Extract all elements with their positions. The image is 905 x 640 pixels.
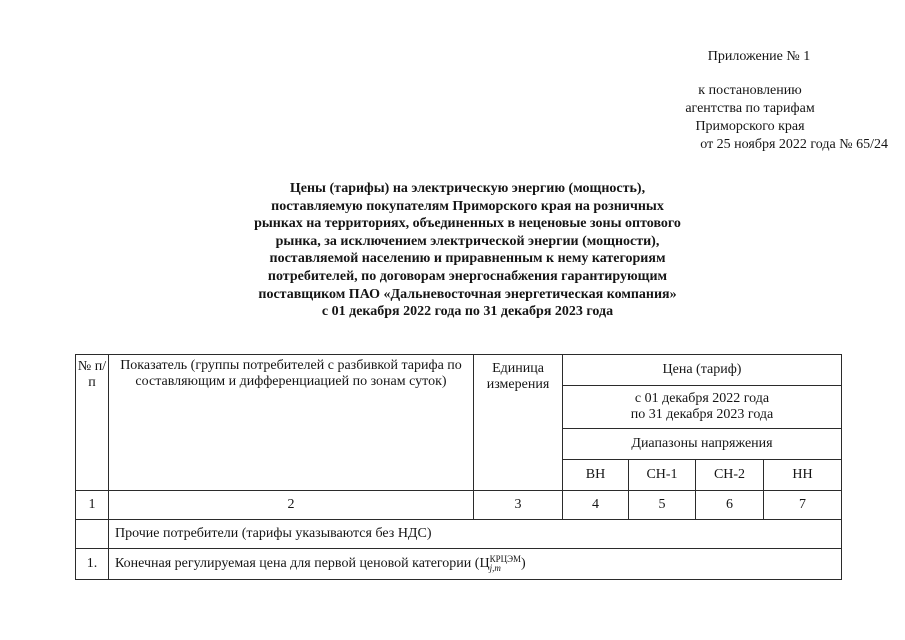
column-numbers-row [76, 491, 842, 520]
price-subscript: j,m [489, 563, 501, 573]
column-number: 4 [563, 491, 629, 520]
header-price: Цена (тариф) [563, 355, 842, 386]
column-number: 2 [109, 491, 474, 520]
appendix-line: к постановлению [698, 83, 802, 98]
appendix-block [620, 48, 888, 154]
tariff-table [75, 354, 842, 580]
header-num: № п/п [76, 355, 109, 491]
header-indicator: Показатель (группы потребителей с разбивкой тарифа по составляющим и дифференциацией по зонам суток) [109, 355, 474, 491]
period-line: по 31 декабря 2023 года [630, 407, 774, 422]
appendix-number: Приложение № 1 [707, 49, 811, 64]
column-number: 1 [76, 491, 109, 520]
column-number: 7 [764, 491, 842, 520]
header-unit: Единица измерения [474, 355, 563, 491]
voltage-level-nn: НН [764, 460, 842, 491]
period-line: с 01 декабря 2022 года [634, 391, 770, 406]
title-line: потребителей, по договорам энергоснабжения гарантирующим [267, 268, 668, 284]
title-line: рынка, за исключением электрической энергии (мощности), [275, 233, 660, 249]
voltage-level-sn2: СН-2 [696, 460, 764, 491]
column-number: 5 [629, 491, 696, 520]
price-superscript: КРЦЭМ [489, 554, 522, 564]
row-label: Конечная регулируемая цена для первой ценовой категории ( [115, 556, 480, 572]
voltage-level-vn: ВН [563, 460, 629, 491]
column-number: 3 [474, 491, 563, 520]
table-row [76, 549, 842, 580]
document-title [215, 180, 720, 321]
title-line: с 01 декабря 2022 года по 31 декабря 2023 года [321, 304, 614, 320]
row-number: 1. [76, 549, 109, 580]
title-line: поставляемой населению и приравненным к нему категориям [269, 251, 666, 267]
row-text [109, 549, 842, 580]
group-row-label: Прочие потребители (тарифы указываются без НДС) [109, 520, 842, 549]
title-line: Цены (тарифы) на электрическую энергию (мощность), [289, 181, 646, 196]
price-symbol: Ц [479, 556, 490, 572]
header-voltage-ranges: Диапазоны напряжения [563, 429, 842, 460]
group-row [76, 520, 842, 549]
row-close: ) [521, 556, 526, 572]
voltage-level-sn1: СН-1 [629, 460, 696, 491]
appendix-line: от 25 ноября 2022 года № 65/24 [700, 137, 888, 152]
appendix-line: Приморского края [695, 119, 805, 134]
group-row-num [76, 520, 109, 549]
title-line: поставляемую покупателям Приморского края на розничных [271, 198, 664, 214]
appendix-line: агентства по тарифам [685, 101, 815, 116]
title-line: рынках на территориях, объединенных в неценовые зоны оптового [254, 216, 681, 232]
title-line: поставщиком ПАО «Дальневосточная энергетическая компания» [258, 286, 677, 302]
header-period [563, 386, 842, 429]
column-number: 6 [696, 491, 764, 520]
